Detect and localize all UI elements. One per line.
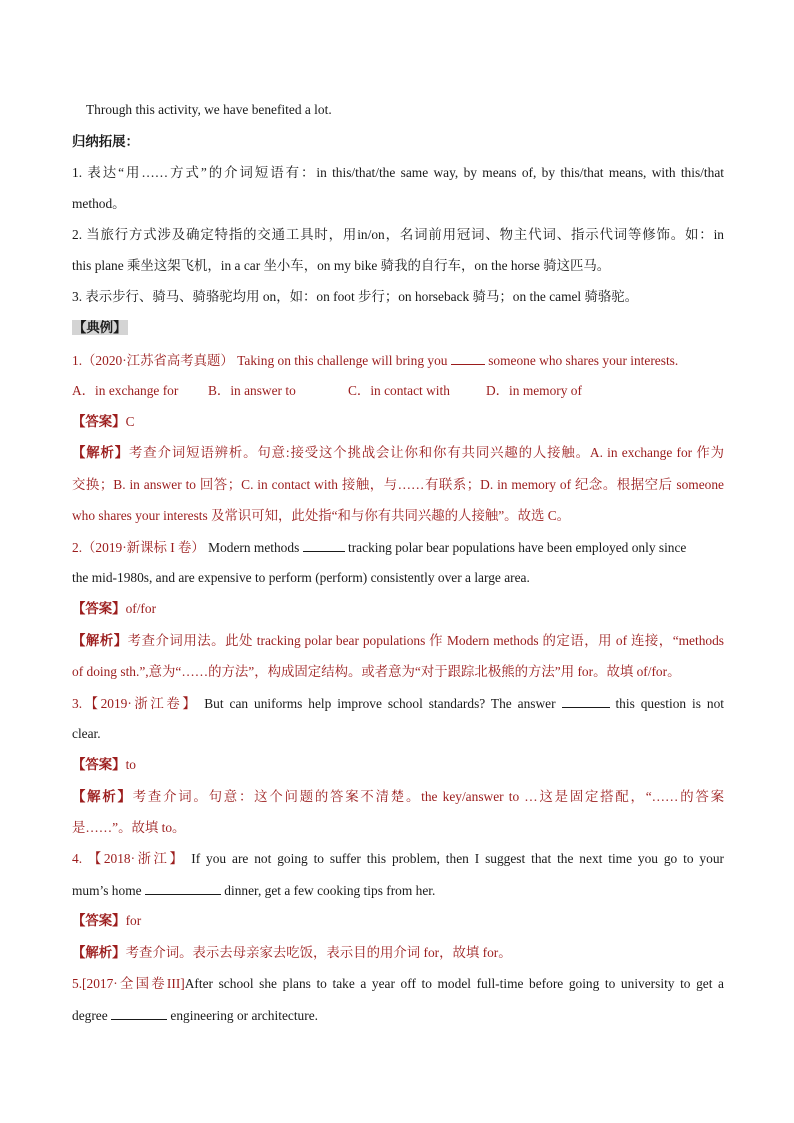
q3-source: 【2019·浙江卷】 — [82, 696, 199, 711]
q4-analysis-text: 考查介词。表示去母亲家去吃饭，表示目的用介词 for，故填 for。 — [125, 945, 512, 960]
q4-answer: for — [125, 913, 142, 928]
q4-blank — [145, 880, 221, 895]
q2-source: （2019·新课标 I 卷） — [82, 540, 205, 555]
q2-answer: of/for — [125, 601, 157, 616]
q4-answer-row — [72, 911, 724, 931]
q4-number: 4. — [72, 851, 83, 866]
summary-heading: 归纳拓展： — [72, 134, 139, 149]
q5-stem-line-2-b: engineering or architecture. — [170, 1008, 318, 1023]
q4-stem-part-a: If you are not going to suffer this problem, then I suggest that the next time you go to your — [191, 851, 724, 866]
q3-blank — [562, 693, 610, 708]
q1-answer-label: 【答案】 — [72, 414, 126, 429]
q5-stem-line-2 — [72, 1005, 724, 1026]
q5-number: 5. — [72, 976, 83, 991]
q3-analysis-text-1: 考查介词。句意：这个问题的答案不清楚。the key/answer to …这是固定搭配，“……的答案 — [132, 789, 724, 804]
summary-point-2-line-2: this plane 乘坐这架飞机，in a car 坐小车，on my bike 骑我的自行车，on the horse 骑这匹马。 — [72, 258, 611, 273]
q3-number: 3. — [72, 696, 83, 711]
q4-stem-line-2-a: mum’s home — [72, 883, 142, 898]
summary-point-2-line-1: 2. 当旅行方式涉及确定特指的交通工具时，用in/on，名词前用冠词、物主代词、指示代词等修饰。如：in — [72, 227, 724, 242]
q1-option-b: B．in answer to — [208, 383, 296, 398]
q2-stem-line-2: the mid-1980s, and are expensive to perform (perform) consistently over a large area. — [72, 570, 530, 585]
intro-sentence: Through this activity, we have benefited a lot. — [86, 102, 332, 117]
q2-analysis-line-2: of doing sth.”,意为“……的方法”，构成固定结构。或者意为“对于跟踪北极熊的方法”用 for。故填 of/for。 — [72, 664, 681, 679]
q3-stem — [72, 693, 724, 714]
q1-answer-row — [72, 412, 724, 432]
q1-number: 1. — [72, 353, 83, 368]
q1-stem-part-b: someone who shares your interests. — [488, 353, 679, 368]
q4-stem-line-2-b: dinner, get a few cooking tips from her. — [224, 883, 436, 898]
q3-answer-label: 【答案】 — [72, 757, 126, 772]
q4-answer-label: 【答案】 — [72, 913, 126, 928]
examples-heading: 【典例】 — [73, 320, 127, 335]
q3-analysis-line-1 — [72, 787, 724, 807]
q2-analysis-text-1: 考查介词用法。此处 tracking polar bear populations 作 Modern methods 的定语，用 of 连接，“methods — [127, 633, 725, 648]
q1-analysis-text-1: 考查介词短语辨析。句意:接受这个挑战会让你和你有共同兴趣的人接触。A. in exchange for 作为 — [129, 445, 725, 460]
summary-point-3: 3. 表示步行、骑马、骑骆驼均用 on，如：on foot 步行；on horseback 骑马；on the camel 骑骆驼。 — [72, 289, 639, 304]
q4-stem — [72, 849, 724, 869]
q3-stem-line-2: clear. — [72, 726, 101, 741]
q3-answer: to — [125, 757, 136, 772]
q3-answer-row — [72, 755, 724, 775]
q2-analysis-label: 【解析】 — [72, 633, 128, 648]
q1-answer: C — [125, 414, 135, 429]
q4-source: 【2018·浙江】 — [87, 851, 186, 866]
summary-point-1-line-2: method。 — [72, 196, 126, 211]
q2-number: 2. — [72, 540, 83, 555]
q1-analysis-line-1 — [72, 443, 724, 463]
q2-stem-part-b: tracking polar bear populations have been employed only since — [348, 540, 687, 555]
q3-analysis-label: 【解析】 — [72, 789, 133, 804]
q5-blank — [111, 1005, 167, 1020]
q1-analysis-line-2: 交换；B. in answer to 回答；C. in contact with 接触，与……有联系；D. in memory of 纪念。根据空后 someone — [72, 477, 724, 492]
q3-stem-part-b: this question is not — [615, 696, 724, 711]
q1-analysis-line-3: who shares your interests 及常识可知，此处指“和与你有共同兴趣的人接触”。故选 C。 — [72, 508, 571, 523]
q1-source: （2020·江苏省高考真题） — [82, 353, 234, 368]
q3-analysis-line-2: 是……”。故填 to。 — [72, 820, 186, 835]
q2-analysis-line-1 — [72, 631, 724, 651]
q1-option-c: C．in contact with — [348, 383, 450, 398]
q5-source: [2017·全国卷III] — [82, 976, 185, 991]
examples-heading-row — [72, 318, 724, 338]
q4-analysis-line — [72, 943, 724, 963]
q2-blank — [303, 537, 345, 552]
q1-analysis-label: 【解析】 — [72, 445, 130, 460]
q4-stem-line-2 — [72, 880, 724, 901]
summary-point-1-line-1: 1. 表达“用……方式”的介词短语有：in this/that/the same way, by means of, by this/that means, with this/that — [72, 165, 724, 180]
q2-stem-part-a: Modern methods — [208, 540, 300, 555]
q1-options — [72, 381, 724, 401]
q5-stem — [72, 974, 724, 994]
q1-blank — [451, 350, 485, 365]
q5-stem-part-a: After school she plans to take a year off to model full-time before going to university to get a — [184, 976, 724, 991]
q4-analysis-label: 【解析】 — [72, 945, 126, 960]
q2-answer-label: 【答案】 — [72, 601, 126, 616]
q1-option-d: D．in memory of — [486, 383, 582, 398]
q2-stem — [72, 537, 724, 558]
q5-stem-line-2-a: degree — [72, 1008, 108, 1023]
q1-stem-part-a: Taking on this challenge will bring you — [237, 353, 448, 368]
q1-option-a: A．in exchange for — [72, 383, 179, 398]
q1-stem — [72, 350, 724, 371]
q2-answer-row — [72, 599, 724, 619]
q3-stem-part-a: But can uniforms help improve school standards? The answer — [204, 696, 556, 711]
